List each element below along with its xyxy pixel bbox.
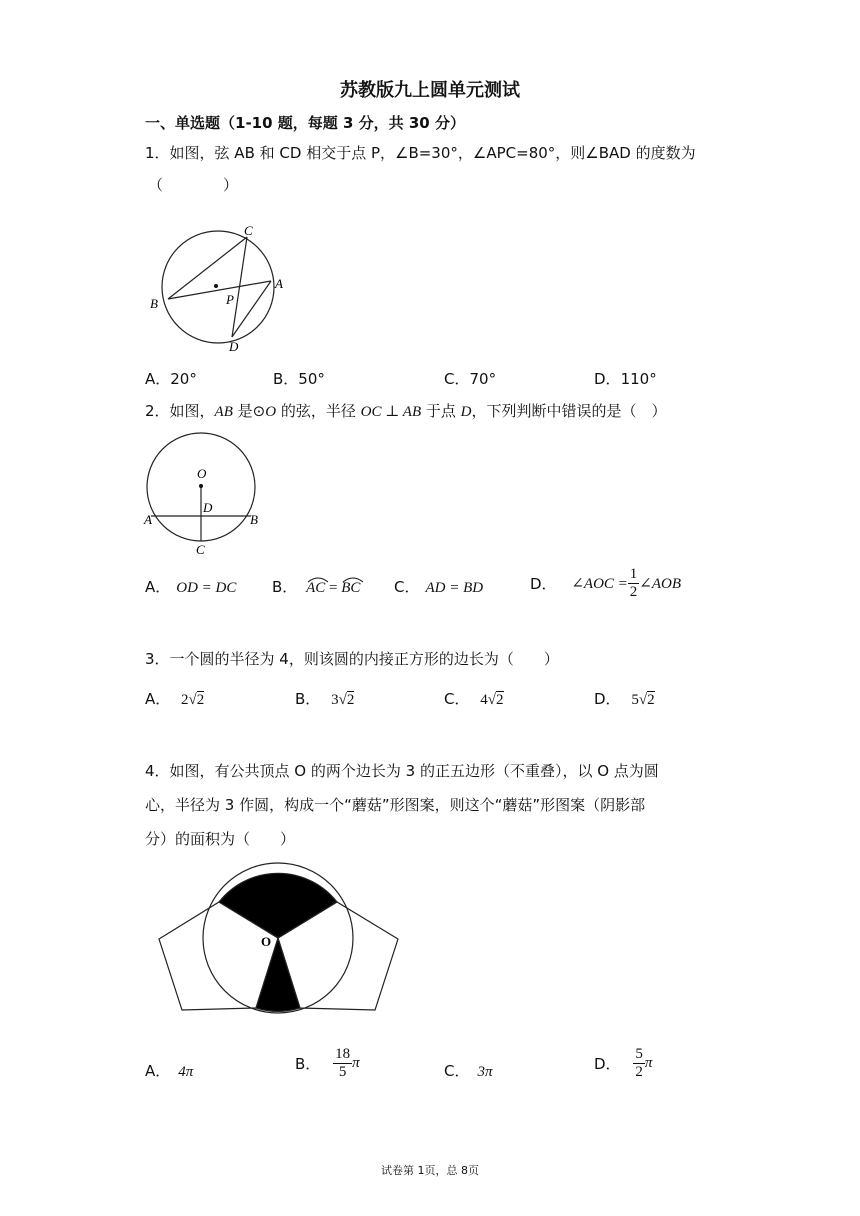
sqrt-icon: √ xyxy=(638,692,648,708)
q2-option-d-fraction xyxy=(628,566,640,600)
q4-option-d-num: 5 xyxy=(635,1046,643,1062)
q2-label-b: B xyxy=(250,512,258,527)
q3-stem: 3．一个圆的半径为 4，则该圆的内接正方形的边长为（ ） xyxy=(145,650,559,668)
q3-option-a-letter: A． xyxy=(145,690,171,708)
q4-option-a[interactable] xyxy=(145,1060,193,1081)
q2-stem-d: D xyxy=(460,404,472,420)
q4-option-d-den: 2 xyxy=(635,1063,643,1080)
q3-option-a-rad: 2 xyxy=(196,692,205,708)
q4-option-d[interactable] xyxy=(594,1046,652,1080)
page-footer: 试卷第 1页，总 8页 xyxy=(381,1164,479,1177)
q2-stem-ab: AB xyxy=(214,404,233,420)
q4-label-o: O xyxy=(261,934,272,949)
q2-option-a[interactable] xyxy=(145,576,236,597)
q3-option-d-letter: D． xyxy=(594,690,621,708)
q2-center-dot xyxy=(199,484,203,488)
q1-option-a[interactable] xyxy=(145,368,197,389)
q2-option-b-arc-bc xyxy=(341,580,360,597)
q2-option-c-text: AD = BD xyxy=(425,580,484,596)
q1-label-a: A xyxy=(275,276,283,291)
q1-label-p: P xyxy=(226,292,234,307)
q2-option-d-den: 2 xyxy=(629,583,638,600)
arc-accent-icon xyxy=(342,575,364,583)
sqrt-icon: √ xyxy=(338,692,347,708)
q4-option-b-den: 5 xyxy=(338,1063,347,1080)
q3-option-c-rad: 2 xyxy=(496,692,504,708)
q2-label-d: D xyxy=(203,500,213,515)
q1-center-dot xyxy=(214,284,218,288)
q2-option-c-letter: C． xyxy=(394,578,420,596)
q2-stem-post: ，下列判断中错误的是（ ） xyxy=(471,402,667,420)
q1-circle xyxy=(162,231,274,343)
q2-option-d-num: 1 xyxy=(629,566,638,582)
q4-option-a-text: 4π xyxy=(178,1064,194,1080)
q2-stem xyxy=(145,400,667,421)
q1-stem-line1: 1．如图，弦 AB 和 CD 相交于点 P，∠B=30°，∠APC=80°，则∠BAD 的度数为 xyxy=(145,144,696,162)
q4-option-d-letter: D． xyxy=(594,1054,621,1073)
q4-stem-line3: 分）的面积为（ ） xyxy=(145,830,296,848)
q1-label-d: D xyxy=(229,339,239,354)
page-title: 苏教版九上圆单元测试 xyxy=(340,80,520,101)
q3-option-c-coef: 4 xyxy=(480,692,488,708)
q2-label-o: O xyxy=(197,466,207,481)
q1-option-c[interactable] xyxy=(444,368,496,389)
sqrt-icon: √ xyxy=(487,692,496,708)
arc-accent-icon xyxy=(307,575,329,583)
q3-option-b-coef: 3 xyxy=(331,692,339,708)
q3-option-c[interactable] xyxy=(444,688,504,709)
q4-option-b-fraction xyxy=(333,1046,352,1080)
q2-stem-mid2: 的弦，半径 xyxy=(276,402,361,420)
q1-option-d-letter: D． xyxy=(594,370,621,388)
q1-option-d-text: 110° xyxy=(620,370,657,388)
q2-option-b-arc2-text: BC xyxy=(341,580,361,596)
q4-option-a-letter: A． xyxy=(145,1062,171,1080)
q2-option-d-pre: ∠AOC = xyxy=(571,575,628,592)
q3-option-d-rad: 2 xyxy=(647,692,655,708)
q4-option-d-fraction xyxy=(633,1046,645,1080)
q2-option-b-letter: B． xyxy=(272,578,298,596)
q1-chord-ab xyxy=(168,281,271,299)
q2-stem-pre: 2．如图， xyxy=(145,402,215,420)
sqrt-icon: √ xyxy=(188,692,197,708)
q2-stem-mid3: 于点 xyxy=(421,402,461,420)
q2-option-d-post: ∠AOB xyxy=(639,575,682,592)
q4-option-b-letter: B． xyxy=(295,1054,321,1073)
q1-option-a-text: 20° xyxy=(170,370,197,388)
q3-option-c-letter: C． xyxy=(444,690,470,708)
q2-option-b-arc1-text: AC xyxy=(306,580,326,596)
q3-option-b-rad: 2 xyxy=(346,692,355,708)
q4-option-c-text: 3π xyxy=(477,1064,493,1080)
q2-option-a-letter: A． xyxy=(145,578,171,596)
q3-option-b-letter: B． xyxy=(295,690,321,708)
q4-option-b-post: π xyxy=(352,1054,360,1071)
q4-figure xyxy=(150,860,410,1020)
q1-label-c: C xyxy=(244,223,253,238)
q2-stem-perp: OC ⊥ AB xyxy=(360,404,422,420)
q2-option-a-text: OD = DC xyxy=(176,580,237,596)
q1-option-b-letter: B． xyxy=(273,370,299,388)
q3-option-a-coef: 2 xyxy=(181,692,189,708)
q4-option-b[interactable] xyxy=(295,1046,360,1080)
q4-option-d-post: π xyxy=(644,1054,653,1071)
q1-option-b[interactable] xyxy=(273,368,325,389)
q4-stem-line2: 心，半径为 3 作圆，构成一个“蘑菇”形图案，则这个“蘑菇”形图案（阴影部 xyxy=(145,796,646,814)
q2-label-c: C xyxy=(196,542,205,557)
q1-option-c-letter: C． xyxy=(444,370,470,388)
q1-stem-line2: （ ） xyxy=(148,176,239,194)
q2-option-b-arc-ac xyxy=(306,580,325,597)
q2-stem-o: O xyxy=(265,404,277,420)
q4-option-b-num: 18 xyxy=(335,1046,351,1062)
q1-option-d[interactable] xyxy=(594,368,657,389)
q3-option-d[interactable] xyxy=(594,688,655,709)
q2-option-d[interactable] xyxy=(530,566,681,600)
q2-figure xyxy=(140,428,280,560)
q2-option-d-letter: D． xyxy=(530,574,557,593)
q2-stem-mid1: 是⊙ xyxy=(232,402,266,420)
q1-option-a-letter: A． xyxy=(145,370,171,388)
q2-option-c[interactable] xyxy=(394,576,483,597)
q4-stem-line1: 4．如图，有公共顶点 O 的两个边长为 3 的正五边形（不重叠），以 O 点为圆 xyxy=(145,762,659,780)
q3-option-b[interactable] xyxy=(295,688,354,709)
q3-option-a[interactable] xyxy=(145,688,204,709)
q2-option-b-eq: = xyxy=(325,580,342,596)
q4-shaded-cap xyxy=(219,873,337,938)
q1-segment-ad xyxy=(232,281,271,337)
q1-label-b: B xyxy=(150,296,158,311)
q1-option-b-text: 50° xyxy=(298,370,325,388)
q2-option-b[interactable] xyxy=(272,576,360,597)
q4-option-c[interactable] xyxy=(444,1060,493,1081)
q1-option-c-text: 70° xyxy=(469,370,497,388)
q4-option-c-letter: C． xyxy=(444,1062,470,1080)
section-heading: 一、单选题（1-10 题，每题 3 分，共 30 分） xyxy=(145,114,465,132)
q2-label-a: A xyxy=(144,512,152,527)
q1-figure xyxy=(140,220,300,360)
q3-option-d-coef: 5 xyxy=(631,692,639,708)
